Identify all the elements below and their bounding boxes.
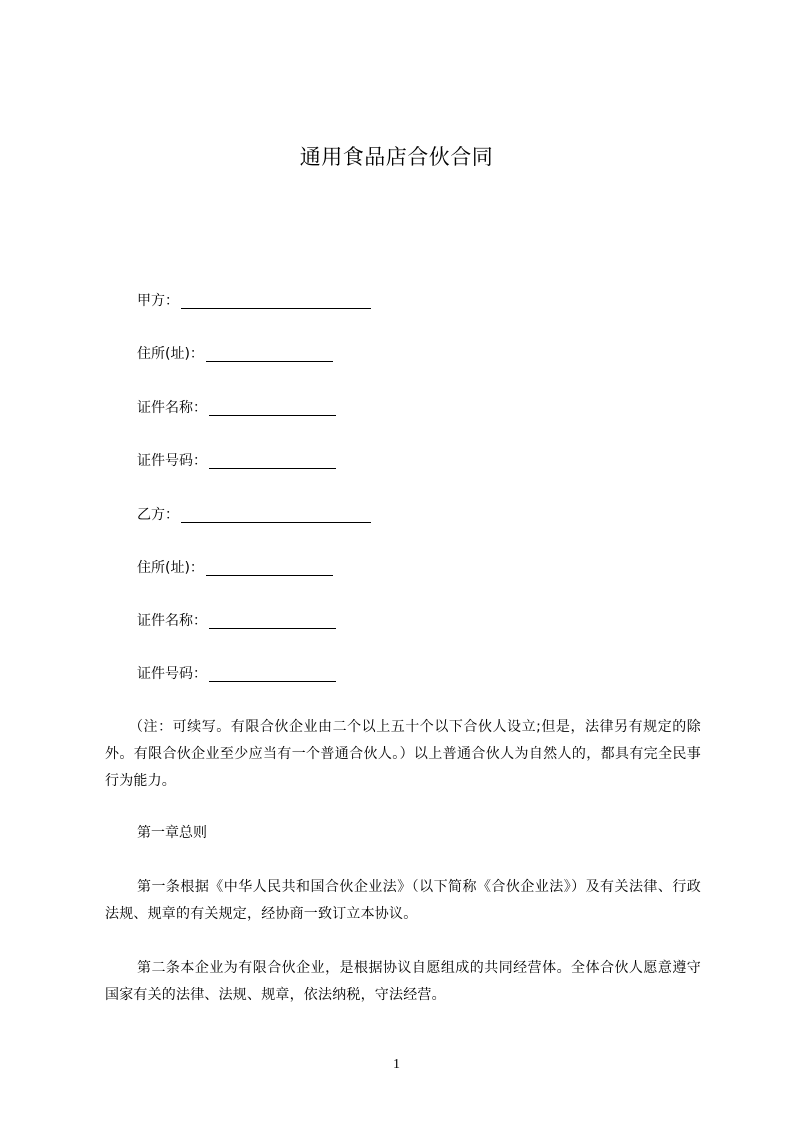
party-b-address-field <box>137 558 333 578</box>
party-a-id-number-field <box>137 451 336 471</box>
party-b-name-field <box>137 505 371 525</box>
document-title: 通用食品店合伙合同 <box>299 145 494 169</box>
page-number: 1 <box>393 1057 400 1072</box>
party-a-id-number-label: 证件号码： <box>137 453 207 469</box>
party-a-address-field <box>137 344 333 364</box>
article-1-paragraph: 第一条根据《中华人民共和国合伙企业法》（以下简称《合伙企业法》）及有关法律、行政法规、规章的有关规定，经协商一致订立本协议。 <box>105 879 701 922</box>
note-paragraph: （注：可续写。有限合伙企业由二个以上五十个以下合伙人设立;但是，法律另有规定的除外。有限合伙企业至少应当有一个普通合伙人。）以上普通合伙人为自然人的，都具有完全民事行为能力。 <box>105 719 701 789</box>
party-a-name-field <box>137 291 371 311</box>
party-b-id-type-label: 证件名称： <box>137 613 207 629</box>
article-2-paragraph: 第二条本企业为有限合伙企业，是根据协议自愿组成的共同经营体。全体合伙人愿意遵守国家有关的法律、法规、规章，依法纳税，守法经营。 <box>105 960 701 1003</box>
party-b-name-blank <box>181 508 371 523</box>
party-a-id-type-field <box>137 398 336 418</box>
party-b-id-number-field <box>137 664 336 684</box>
party-a-id-number-blank <box>209 454 336 469</box>
party-b-id-type-blank <box>209 614 336 629</box>
party-a-name-label: 甲方： <box>137 293 179 309</box>
party-a-address-blank <box>206 347 333 362</box>
party-b-address-label: 住所(址)： <box>137 560 204 576</box>
party-b-id-type-field <box>137 611 336 631</box>
chapter-heading: 第一章总则 <box>137 825 207 841</box>
party-b-address-blank <box>206 561 333 576</box>
party-b-id-number-blank <box>209 667 336 682</box>
party-b-name-label: 乙方： <box>137 507 179 523</box>
party-a-id-type-blank <box>209 401 336 416</box>
party-b-id-number-label: 证件号码： <box>137 666 207 682</box>
party-a-name-blank <box>181 294 371 309</box>
party-a-address-label: 住所(址)： <box>137 346 204 362</box>
party-a-id-type-label: 证件名称： <box>137 400 207 416</box>
